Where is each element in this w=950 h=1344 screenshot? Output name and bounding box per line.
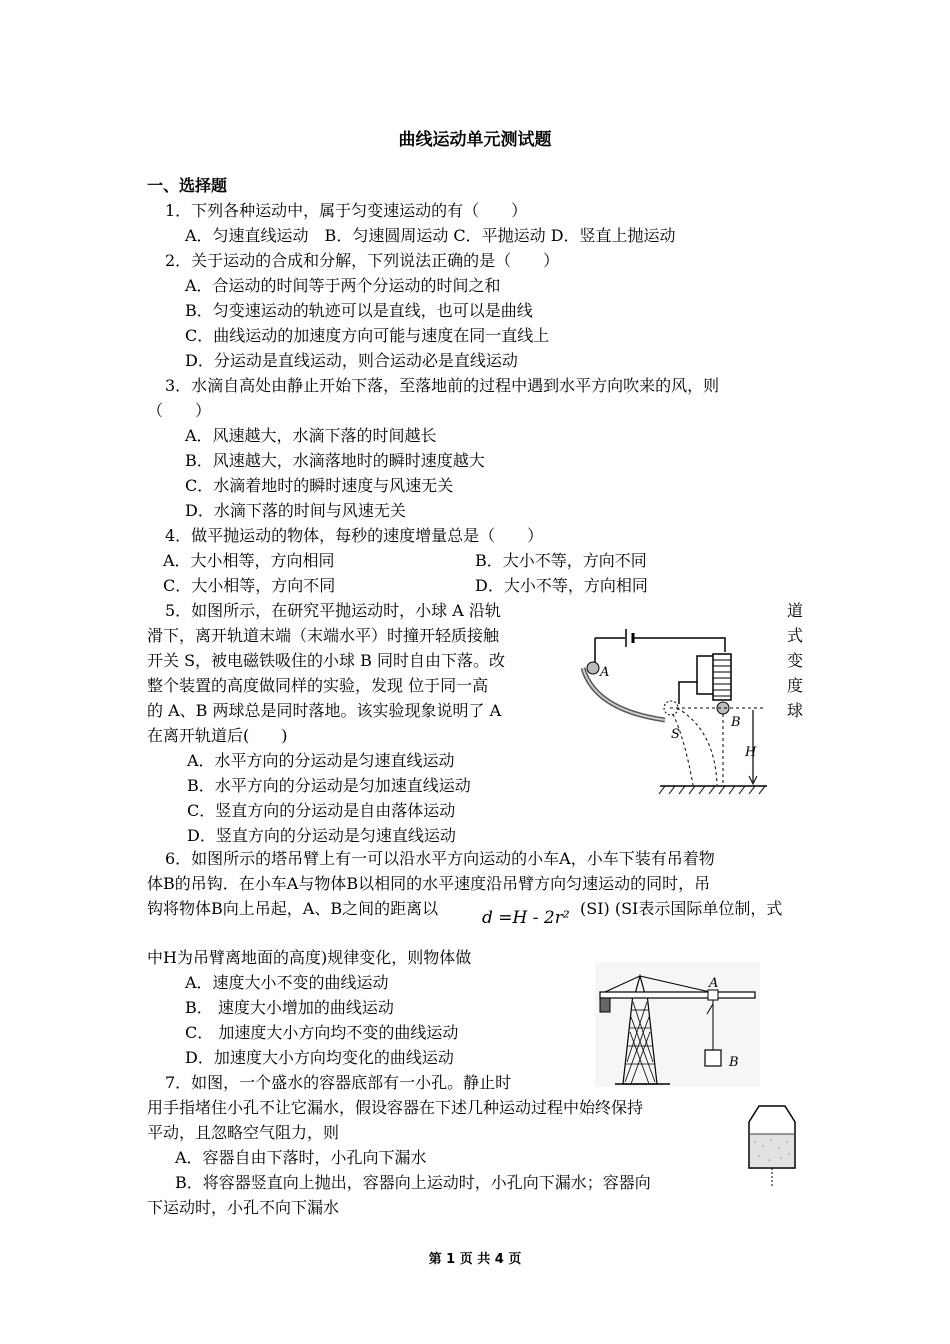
q5-line2: 滑下，离开轨道末端（末端水平）时撞开轻质接触 [147,626,500,645]
q5-fig-label-h: H [745,745,757,760]
q7-option-a: A．容器自由下落时，小孔向下漏水 [175,1148,427,1167]
q2-option-a: A．合运动的时间等于两个分运动的时间之和 [185,276,501,295]
q6-line2: 体B的吊钩．在小车A与物体B以相同的水平速度沿吊臂方向匀速运动的同时，吊 [147,874,711,893]
q6-fig-label-a: A [709,976,719,991]
q3-option-d: D．水滴下落的时间与风速无关 [185,501,406,520]
q1-stem: 1．下列各种运动中，属于匀变速运动的有（ ） [165,201,528,220]
page-footer: 第 1 页 共 4 页 [428,1252,522,1267]
q2-option-d: D．分运动是直线运动，则合运动必是直线运动 [185,351,518,370]
q5-fig-label-b: B [731,715,741,730]
q5-line1: 5．如图所示，在研究平抛运动时，小球 A 沿轨 [165,601,501,620]
q6-option-b: B． 速度大小增加的曲线运动 [185,998,394,1017]
q6-option-d: D．加速度大小方向均变化的曲线运动 [185,1048,454,1067]
q6-option-c: C． 加速度大小方向均不变的曲线运动 [185,1023,459,1042]
q3-stem-line1: 3．水滴自高处由静止开始下落，至落地前的过程中遇到水平方向吹来的风，则 [165,376,720,395]
q2-stem: 2．关于运动的合成和分解，下列说法正确的是（ ） [165,251,560,270]
q6-option-a: A．速度大小不变的曲线运动 [185,973,389,992]
q3-stem-line2: （ ） [147,401,212,420]
q7-line3: 平动，且忽略空气阻力，则 [147,1123,340,1142]
q5-fig-label-a: A [600,665,610,680]
q5-right-char4: 度 [787,676,804,695]
q7-line2: 用手指堵住小孔不让它漏水，假设容器在下述几种运动过程中始终保持 [147,1098,644,1117]
q6-line3b: (SI) (SI表示国际单位制，式 [580,899,783,918]
q2-option-c: C．曲线运动的加速度方向可能与速度在同一直线上 [185,326,550,345]
q5-projectile-figure [575,610,775,800]
q6-line1: 6．如图所示的塔吊臂上有一可以沿水平方向运动的小车A，小车下装有吊着物 [165,849,715,868]
q5-right-char3: 变 [787,651,804,670]
q3-option-a: A．风速越大，水滴下落的时间越长 [185,426,437,445]
q5-right-char5: 球 [787,701,804,720]
q5-line5: 的 A、B 两球总是同时落地。该实验现象说明了 A [147,701,502,720]
q7-container-figure [745,1100,800,1190]
q4-option-d: D．大小不等，方向相同 [475,576,648,595]
q6-formula: d =H - 2r² [482,908,570,928]
q3-option-c: C．水滴着地时的瞬时速度与风速无关 [185,476,454,495]
q5-right-char2: 式 [787,626,804,645]
q6-line4: 中H为吊臂离地面的高度)规律变化，则物体做 [147,948,472,967]
q5-line6: 在离开轨道后( ) [147,726,288,745]
q4-stem: 4．做平抛运动的物体，每秒的速度增量总是（ ） [165,526,544,545]
q3-option-b: B．风速越大，水滴落地时的瞬时速度越大 [185,451,485,470]
q6-crane-figure [595,962,760,1087]
q5-line3: 开关 S，被电磁铁吸住的小球 B 同时自由下落。改 [147,651,505,670]
q5-option-d: D．竖直方向的分运动是匀速直线运动 [187,826,456,845]
q4-option-b: B．大小不等，方向不同 [475,551,647,570]
q5-right-char1: 道 [787,601,804,620]
q5-option-c: C．竖直方向的分运动是自由落体运动 [187,801,456,820]
q5-line4: 整个装置的高度做同样的实验，发现 位于同一高 [147,676,489,695]
q5-option-a: A．水平方向的分运动是匀速直线运动 [187,751,455,770]
q5-option-b: B．水平方向的分运动是匀加速直线运动 [187,776,471,795]
q4-option-c: C．大小相等，方向不同 [163,576,336,595]
page-title: 曲线运动单元测试题 [398,130,552,150]
section-heading: 一、选择题 [147,176,228,195]
q2-option-b: B．匀变速运动的轨迹可以是直线，也可以是曲线 [185,301,533,320]
q7-line1: 7．如图，一个盛水的容器底部有一小孔。静止时 [165,1073,512,1092]
q7-option-b-line2: 下运动时，小孔不向下漏水 [147,1198,340,1217]
q7-option-b-line1: B．将容器竖直向上抛出，容器向上运动时，小孔向下漏水；容器向 [175,1173,651,1192]
q4-option-a: A．大小相等，方向相同 [163,551,335,570]
q1-options: A．匀速直线运动 B．匀速圆周运动 C．平抛运动 D．竖直上抛运动 [185,226,676,245]
q6-line3a: 钩将物体B向上吊起，A、B之间的距离以 [147,899,439,918]
q6-fig-label-b: B [729,1055,739,1070]
q5-fig-label-s: S [671,727,680,742]
